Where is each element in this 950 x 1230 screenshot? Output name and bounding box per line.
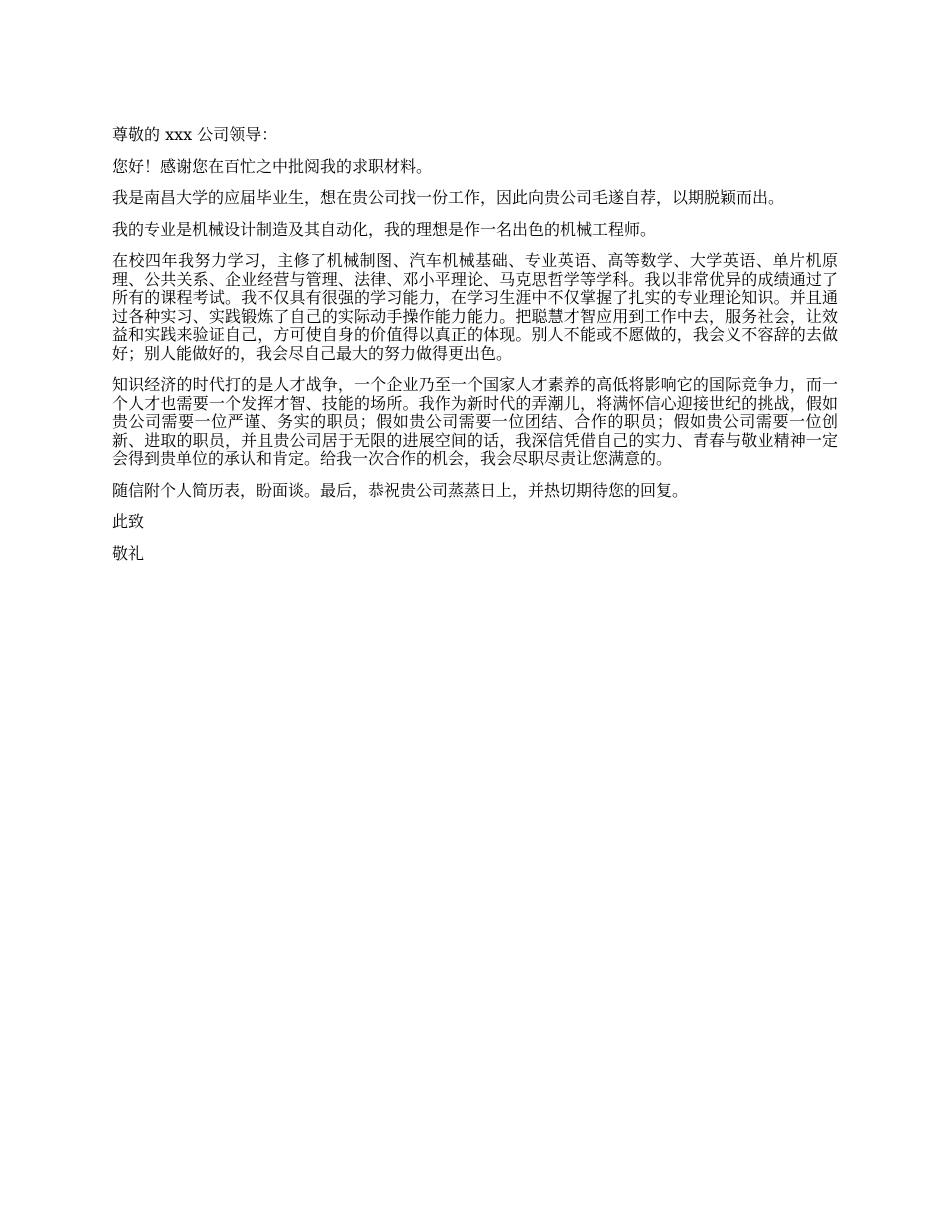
era-paragraph: 知识经济的时代打的是人才战争，一个企业乃至一个国家人才素养的高低将影响它的国际竞争力，而一个人才也需要一个发挥才智、技能的场所。我作为新时代的弄潮儿，将满怀信心迎接世纪的挑战，假如贵公司需要一位严谨、务实的职员；假如贵公司需要一位团结、合作的职员；假如贵公司需要一位创新、进取的职员，并且贵公司居于无限的进展空间的话，我深信凭借自己的实力、青春与敬业精神一定会得到贵单位的承认和肯定。给我一次合作的机会，我会尽职尽责让您满意的。	[112, 375, 838, 468]
sign-off-line-2: 敬礼	[112, 543, 145, 563]
salutation: 尊敬的 xxx 公司领导：	[112, 125, 278, 144]
letter-body	[112, 126, 838, 576]
intro-paragraph: 我是南昌大学的应届毕业生，想在贵公司找一份工作，因此向贵公司毛遂自荐，以期脱颖而出。	[112, 188, 785, 207]
sign-off-line-1: 此致	[112, 512, 145, 531]
study-paragraph: 在校四年我努力学习，主修了机械制图、汽车机械基础、专业英语、高等数学、大学英语、单片机原理、公共关系、企业经营与管理、法律、邓小平理论、马克思哲学等学科。我以非常优异的成绩通过了所有的课程考试。我不仅具有很强的学习能力，在学习生涯中不仅掌握了扎实的专业理论知识。并且通过各种实习、实践锻炼了自己的实际动手操作能力能力。把聪慧才智应用到工作中去，服务社会，让效益和实践来验证自己，方可使自身的价值得以真正的体现。别人不能或不愿做的，我会义不容辞的去做好；别人能做好的，我会尽自己最大的努力做得更出色。	[112, 251, 838, 363]
greeting-paragraph: 您好！感谢您在百忙之中批阅我的求职材料。	[112, 156, 433, 176]
major-paragraph: 我的专业是机械设计制造及其自动化，我的理想是作一名出色的机械工程师。	[112, 219, 657, 239]
closing-paragraph: 随信附个人简历表，盼面谈。最后，恭祝贵公司蒸蒸日上，并热切期待您的回复。	[112, 480, 689, 500]
